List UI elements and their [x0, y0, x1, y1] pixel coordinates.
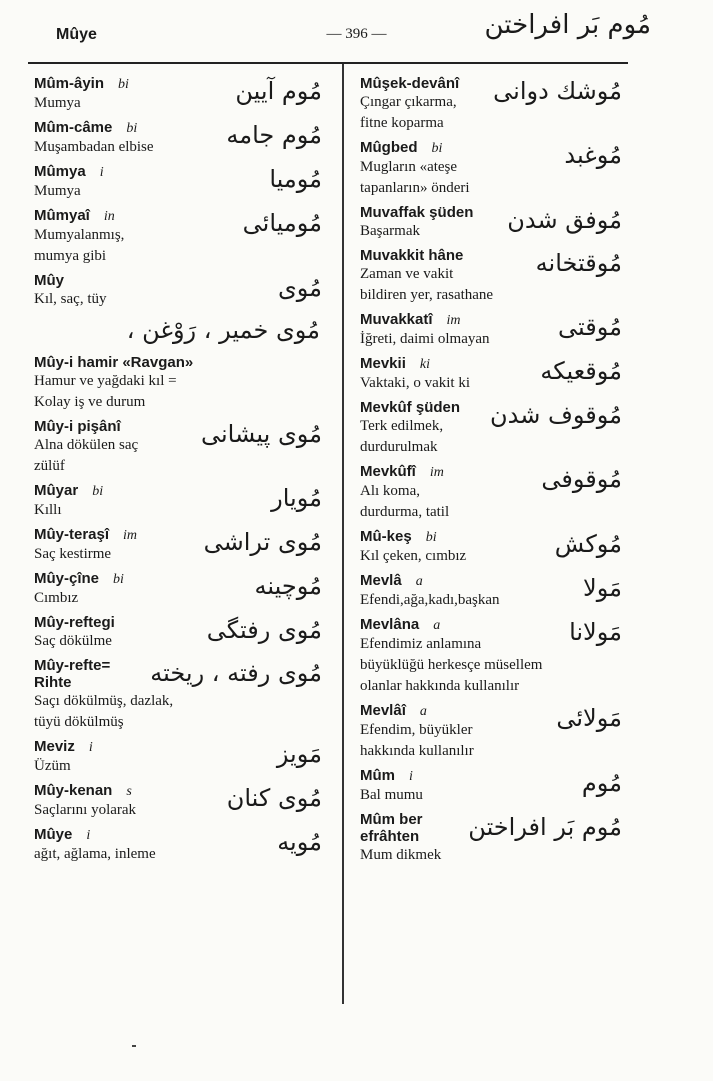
- dictionary-entry: [34, 354, 330, 413]
- headword-text: Meviz: [34, 738, 75, 755]
- entry-meaning: Efendim, büyükler hakkında kullanılır: [360, 722, 474, 759]
- entry-meaning: Zaman ve vakit bildiren yer, rasathane: [360, 266, 494, 303]
- headword-text: Mûmyaî: [34, 207, 90, 224]
- headword-text: Mûy: [34, 272, 64, 289]
- arabic-script-word: مُوی تراشی: [203, 528, 322, 556]
- dictionary-entry: [360, 572, 630, 611]
- dictionary-entry: [360, 355, 630, 394]
- grammar-tag: a: [415, 574, 423, 589]
- headword-text: Mûgbed: [360, 139, 418, 156]
- entry-meaning: Mugların «ateşe tapanların» önderi: [360, 159, 470, 196]
- header-rule: [28, 62, 628, 64]
- dictionary-entry: [34, 614, 330, 652]
- entry-meaning: Efendimiz anlamına büyüklüğü herkesçe müsellem olanlar hakkında kullanılır: [360, 636, 543, 694]
- arabic-script-word: مُوی پیشانی: [201, 420, 322, 448]
- grammar-tag: im: [429, 465, 444, 480]
- entry-meaning: Mumyalanmış, mumya gibi: [34, 227, 125, 264]
- arabic-script-word: مُوی رفتگی: [206, 616, 322, 644]
- entry-meaning: Başarmak: [360, 223, 420, 239]
- grammar-tag: bi: [425, 530, 437, 545]
- arabic-script-word: مُوکش: [554, 530, 622, 558]
- headword-text: Mûy-i hamir «Ravgan»: [34, 354, 194, 371]
- entry-meaning: Bal mumu: [360, 787, 423, 803]
- page-mark: [132, 1045, 136, 1047]
- arabic-script-word: مُوی کنان: [226, 784, 322, 812]
- dictionary-entry: [34, 482, 330, 521]
- headword-text: Mûmya: [34, 163, 86, 180]
- page-header: [0, 0, 713, 62]
- grammar-tag: bi: [431, 141, 443, 156]
- entry-meaning: Mum dikmek: [360, 847, 442, 863]
- dictionary-entry: [360, 204, 630, 242]
- entry-meaning: Mumya: [34, 183, 81, 199]
- arabic-script-word: مُوم آیین: [235, 77, 322, 105]
- dictionary-entry: [34, 570, 330, 609]
- dictionary-entry: [360, 399, 630, 458]
- dictionary-entry: [34, 207, 330, 267]
- arabic-script-word: مَولا: [583, 574, 622, 602]
- headword-text: Mevkii: [360, 355, 406, 372]
- grammar-tag: bi: [92, 484, 104, 499]
- arabic-script-word: مُوقتخانه: [535, 249, 622, 277]
- arabic-script-word: مُوچینه: [254, 572, 322, 600]
- entry-meaning: Muşambadan elbise: [34, 139, 154, 155]
- entry-meaning: Alı koma, durdurma, tatil: [360, 483, 450, 520]
- entry-meaning: Mumya: [34, 95, 81, 111]
- headword-text: Mûm-âyin: [34, 75, 105, 92]
- arabic-script-word: مُوشك دوانی: [493, 77, 622, 105]
- arabic-script-word: مُوقعیکه: [540, 357, 622, 385]
- entry-meaning: Vaktaki, o vakit ki: [360, 375, 470, 391]
- headword-text: Mûye: [34, 826, 73, 843]
- headword-text: Mevlâna: [360, 616, 420, 633]
- dictionary-entry: [360, 616, 630, 697]
- dictionary-entry: [360, 528, 630, 567]
- headword-text: Mevlâ: [360, 572, 402, 589]
- headword-text: Muvakkit hâne: [360, 247, 464, 264]
- headword-text: Mûy-çîne: [34, 570, 100, 587]
- arabic-script-word: مُوفق شدن: [507, 206, 622, 234]
- dictionary-entry: [360, 702, 630, 762]
- dictionary-entry: [34, 163, 330, 202]
- entry-meaning: Saçlarını yolarak: [34, 802, 137, 818]
- grammar-tag: i: [88, 740, 93, 755]
- grammar-tag: bi: [126, 121, 138, 136]
- left-column: [34, 75, 330, 870]
- grammar-tag: i: [99, 165, 104, 180]
- entry-meaning: Çıngar çıkarma, fitne koparma: [360, 94, 457, 131]
- entry-meaning: Saç kestirme: [34, 546, 112, 562]
- grammar-tag: a: [419, 704, 427, 719]
- grammar-tag: i: [86, 828, 91, 843]
- arabic-script-word: مُوم جامه: [226, 121, 322, 149]
- headword-text: Muvaffak şüden: [360, 204, 474, 221]
- dictionary-entry: [34, 826, 330, 865]
- grammar-tag: s: [126, 784, 132, 799]
- headword-text: Mûyar: [34, 482, 79, 499]
- entry-meaning: İğreti, daimi olmayan: [360, 331, 490, 347]
- arabic-script-word: مَولائی: [556, 704, 622, 732]
- arabic-script-word: مُوقوفی: [541, 465, 622, 493]
- entry-meaning: Terk edilmek, durdurulmak: [360, 418, 444, 455]
- entry-meaning: ağıt, ağlama, inleme: [34, 846, 156, 862]
- dictionary-entry: [34, 782, 330, 821]
- grammar-tag: in: [103, 209, 115, 224]
- arabic-script-word: مُویار: [271, 484, 322, 512]
- headword-text: Mûy-kenan: [34, 782, 113, 799]
- grammar-tag: ki: [419, 357, 430, 372]
- arabic-script-word: مَولانا: [569, 618, 622, 646]
- headword-text: Mûy-refte= Rihte: [34, 657, 111, 691]
- entry-meaning: Alna dökülen saç zülüf: [34, 437, 139, 474]
- dictionary-entry: [360, 247, 630, 306]
- dictionary-entry: [360, 463, 630, 523]
- arabic-script-word: مُوقتی: [558, 313, 622, 341]
- right-column: [360, 75, 630, 871]
- entry-meaning: Kıl, saç, tüy: [34, 291, 107, 307]
- grammar-tag: im: [123, 528, 138, 543]
- arabic-script-word: مُوقوف شدن: [490, 401, 622, 429]
- arabic-script-word: مُوغبد: [564, 141, 622, 169]
- dictionary-entry: [360, 139, 630, 199]
- dictionary-entry: [34, 418, 330, 477]
- grammar-tag: im: [446, 313, 461, 328]
- headword-text: Mevkûf şüden: [360, 399, 461, 416]
- headword-text: Mûy-teraşî: [34, 526, 110, 543]
- dictionary-entry: [360, 311, 630, 350]
- dictionary-entry: [34, 75, 330, 114]
- entry-meaning: Hamur ve yağdaki kıl = Kolay iş ve durum: [34, 373, 177, 410]
- dictionary-entry: [34, 657, 330, 733]
- entry-meaning: Cımbız: [34, 590, 79, 606]
- arabic-script-word: مُومیا: [269, 165, 322, 193]
- arabic-script-word: مُویه: [277, 828, 322, 856]
- entry-meaning: Saç dökülme: [34, 633, 112, 649]
- entry-headword: [34, 354, 330, 371]
- headword-text: Mûm-câme: [34, 119, 113, 136]
- entry-meaning: Üzüm: [34, 758, 71, 774]
- entry-meaning: Efendi,ağa,kadı,başkan: [360, 592, 500, 608]
- dictionary-entry: [360, 75, 630, 134]
- dictionary-entry: [34, 738, 330, 777]
- headword-text: Mevlâî: [360, 702, 406, 719]
- arabic-script-word: مُوم بَر افراختن: [468, 813, 622, 841]
- entry-meaning: Kıl çeken, cımbız: [360, 548, 467, 564]
- headword-text: Mûşek-devânî: [360, 75, 460, 92]
- dictionary-entry: [360, 811, 630, 866]
- headword-text: Mûy-reftegi: [34, 614, 115, 631]
- dictionary-entry: [34, 526, 330, 565]
- headword-text: Mû-keş: [360, 528, 412, 545]
- headword-text: Muvakkatî: [360, 311, 433, 328]
- header-guide-word: Mûye: [56, 26, 97, 43]
- dictionary-entry: [360, 767, 630, 806]
- grammar-tag: bi: [113, 572, 124, 587]
- entry-meaning: Kıllı: [34, 502, 62, 518]
- header-arabic-word: مُوم بَر افراختن: [484, 10, 651, 40]
- grammar-tag: i: [409, 769, 413, 784]
- arabic-script-word: مَویز: [276, 740, 322, 768]
- arabic-heading-line: مُوی خمیر ، رَوْغن ،: [126, 316, 320, 344]
- headword-text: Mevkûfî: [360, 463, 416, 480]
- dictionary-entry: [34, 119, 330, 158]
- column-divider: [342, 64, 344, 1004]
- arabic-script-word: مُوی رفته ، ریخته: [150, 659, 322, 687]
- arabic-script-word: مُومیائی: [242, 209, 322, 237]
- grammar-tag: a: [433, 618, 441, 633]
- headword-text: Mûm: [360, 767, 395, 784]
- grammar-tag: bi: [118, 77, 129, 92]
- arabic-script-word: مُوم: [581, 769, 622, 797]
- dictionary-entry: [34, 272, 330, 310]
- arabic-script-word: مُوی: [277, 274, 322, 302]
- page-number: — 396 —: [326, 26, 387, 42]
- entry-meaning: Saçı dökülmüş, dazlak, tüyü dökülmüş: [34, 693, 174, 730]
- headword-text: Mûm ber efrâhten: [360, 811, 423, 845]
- headword-text: Mûy-i pişânî: [34, 418, 121, 435]
